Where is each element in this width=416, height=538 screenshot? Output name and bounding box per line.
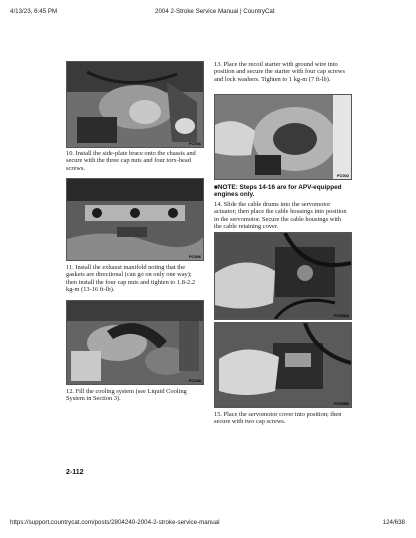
note-apv: ■NOTE: Steps 14-16 are for APV-equipped engines only. — [214, 184, 342, 199]
photo-fc049 — [66, 300, 204, 385]
photo-fc001 — [66, 61, 204, 148]
figure-label: FC001 — [188, 141, 201, 146]
photo-fc006b — [214, 322, 352, 408]
step-12: 12. Fill the cooling system (see Liquid Cooling System in Section 3). — [66, 388, 187, 403]
print-title: 2004 2-Stroke Service Manual | CountryCat — [155, 8, 275, 15]
photo-fc006a — [214, 232, 352, 320]
print-datetime: 4/13/23, 6:45 PM — [10, 8, 58, 15]
figure-label: FC049 — [188, 378, 201, 383]
page-number: 2-112 — [66, 469, 84, 476]
step-10: 10. Install the side-plate brace onto the chassis and secure with the three cap nuts and four torx-head screws. — [66, 150, 196, 172]
photo-fc006 — [66, 178, 204, 261]
step-14: 14. Slide the cable drums into the servomotor actuator; then place the cable housings into position in the servomotor. Secure the cable housings with the cable retaining cover. — [214, 201, 347, 231]
print-page-counter: 124/638 — [382, 519, 405, 526]
print-url: https://support.countrycat.com/posts/2804240-2004-2-stroke-service-manual — [10, 519, 220, 526]
step-15: 15. Place the servomotor cover into position; then secure with two cap screws. — [214, 411, 342, 426]
step-13: 13. Place the recoil starter with ground wire into position and secure the starter with four cap screws and lock washers. Tighten to 1 kg-m (7 ft-lb). — [214, 61, 345, 83]
step-11: 11. Install the exhaust manifold noting that the gaskets are directional (can go on only one way); then install the four cap nuts and tighten to 1.8-2.2 kg-m (13-16 ft-lb). — [66, 264, 196, 294]
figure-label: FC006A — [334, 313, 349, 318]
figure-label: FC002 — [336, 173, 349, 178]
figure-label: FC006B — [334, 401, 349, 406]
photo-fc002 — [214, 94, 352, 180]
figure-label: FC006 — [188, 254, 201, 259]
